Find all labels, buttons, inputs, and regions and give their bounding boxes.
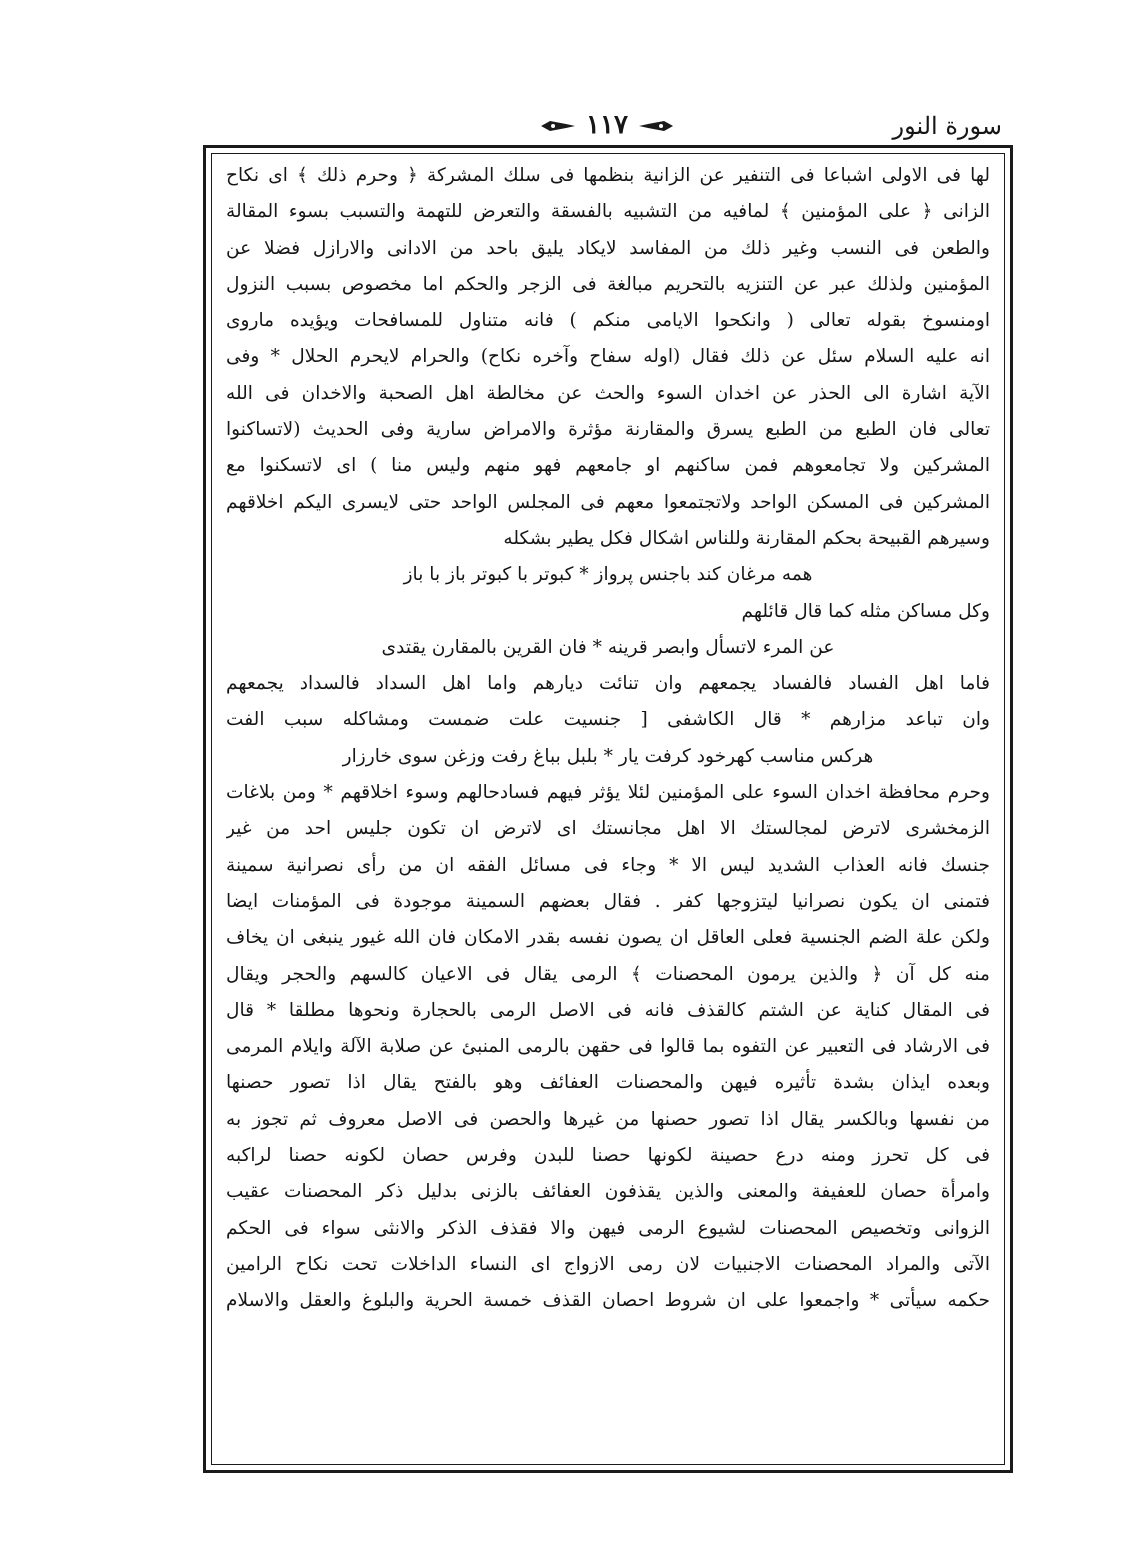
text-line: تعالى فان الطبع من الطبع يسرق والمقارنة مؤثرة والامراض سارية وفى الحديث (لاتساكنوا (226, 419, 990, 441)
verse-line: عن المرء لاتسأل وابصر قرينه * فان القرين بالمقارن يقتدى (381, 636, 835, 658)
text-line: الزوانى وتخصيص المحصنات لشيوع الرمى فيهن والا فقذف الذكر والانثى سواء فى الحكم (226, 1217, 990, 1239)
text-line: وحرم محافظة اخدان السوء على المؤمنين لئلا يؤثر فيهم فسادحالهم وسوء اخلاقهم * ومن بلاغات (226, 782, 990, 804)
text-line: المؤمنين ولذلك عبر عن التنزيه بالتحريم مبالغة فى الزجر والحكم اما مخصوص بسبب النزول (226, 273, 990, 295)
text-line: والطعن فى النسب وغير ذلك من المفاسد لايكاد يليق باحد من الادانى والارازل فضلا عن (226, 237, 990, 259)
text-line: فى كل تحرز ومنه درع حصينة لكونها حصنا للبدن وفرس حصان لكونه حصنا لراكبه (226, 1145, 990, 1167)
text-line: منه كل آن ﴿ والذين يرمون المحصنات ﴾ الرمى يقال فى الاعيان كالسهم والحجر ويقال (226, 963, 990, 985)
text-line: وامرأة حصان للعفيفة والمعنى والذين يقذفون العفائف بالزنى بدليل ذكر المحصنات عقيب (226, 1181, 990, 1203)
page-number-block (540, 110, 674, 140)
verse-line: همه مرغان كند باجنس پرواز * كبوتر با كبوتر باز با باز (403, 564, 813, 586)
text-line: الآية اشارة الى الحذر عن اخدان السوء والحث عن مخالطة اهل الصحبة والاخدان فى الله (226, 382, 990, 404)
text-line: الآتى والمراد المحصنات الاجنبيات لان رمى الازواج اى النساء الداخلات تحت نكاح الرامين (226, 1253, 990, 1275)
text-line: لها فى الاولى اشباعا فى التنفير عن الزانية بنظمها فى سلك المشركة ﴿ وحرم ذلك ﴾ اى نكاح (226, 165, 990, 186)
text-line: وسيرهم القبيحة بحكم المقارنة وللناس اشكال فكل يطير بشكله (503, 527, 990, 549)
text-line: وبعده ايذان بشدة تأثيره فيهن والمحصنات العفائف وهو بالفتح يقال اذا تصور حصنها (226, 1072, 990, 1094)
text-line: وكل مساكن مثله كما قال قائلهم (741, 600, 990, 622)
left-ornament-icon (540, 110, 576, 140)
text-line: المشركين ولا تجامعوهم فمن ساكنهم او جامعهم فهو منهم وليس منا ) اى لاتسكنوا مع (226, 455, 990, 477)
main-text (226, 158, 990, 1320)
page-number: ١١٧ (586, 110, 628, 140)
right-ornament-icon (638, 110, 674, 140)
text-line: فى الارشاد فى التعبير عن التفوه بما قالوا فى حقهن بالرمى المنبئ عن صلابة الآلة وايلام المرمى (226, 1036, 990, 1058)
text-line: فاما اهل الفساد فالفساد يجمعهم وان تنائت ديارهم واما اهل السداد فالسداد يجمعهم (226, 673, 990, 695)
text-line: الزمخشرى لاترض لمجالستك الا اهل مجانستك اى لاترض ان تكون جليس احد من غير (226, 818, 990, 840)
text-line: الزانى ﴿ على المؤمنين ﴾ لمافيه من التشبيه بالفسقة والتعرض للتهمة والتسبب بسوء المقالة (226, 201, 990, 223)
text-line: فتمنى ان يكون نصرانيا ليتزوجها كفر . فقال بعضهم السمينة موجودة فى المؤمنات ايضا (226, 890, 990, 912)
text-line: المشركين فى المسكن الواحد ولاتجتمعوا معهم فى المجلس الواحد حتى لايسرى اليكم اخلاقهم (226, 491, 990, 513)
text-line: اومنسوخ بقوله تعالى ( وانكحوا الايامى منكم ) فانه متناول للمسافحات ويؤيده ماروى (226, 310, 990, 332)
text-line: ولكن علة الضم الجنسية فعلى العاقل ان يصون نفسه بقدر الامكان فان الله غيور ينبغى ان يخاف (226, 927, 990, 949)
text-line: فى المقال كناية عن الشتم كالقذف فانه فى الاصل الرمى بالحجارة ونحوها مطلقا * قال (226, 999, 990, 1021)
text-line: انه عليه السلام سئل عن ذلك فقال (اوله سفاح وآخره نكاح) والحرام لايحرم الحلال * وفى (226, 346, 990, 368)
text-line: حكمه سيأتى * واجمعوا على ان شروط احصان القذف خمسة الحرية والبلوغ والعقل والاسلام (226, 1290, 990, 1312)
surah-title: سورة النور (892, 112, 1002, 140)
verse-line: هركس مناسب كهرخود كرفت يار * بلبل بباغ رفت وزغن سوى خارزار (342, 745, 874, 767)
text-line: جنسك فانه العذاب الشديد ليس الا * وجاء فى مسائل الفقه ان من رأى نصرانية سمينة (226, 854, 990, 876)
text-line: وان تباعد مزارهم * قال الكاشفى [ جنسيت علت ضمست ومشاكله سبب الفت (226, 709, 990, 731)
text-line: من نفسها وبالكسر يقال اذا تصور حصنها من غيرها والحصن فى الاصل معروف ثم تجوز به (226, 1108, 990, 1130)
